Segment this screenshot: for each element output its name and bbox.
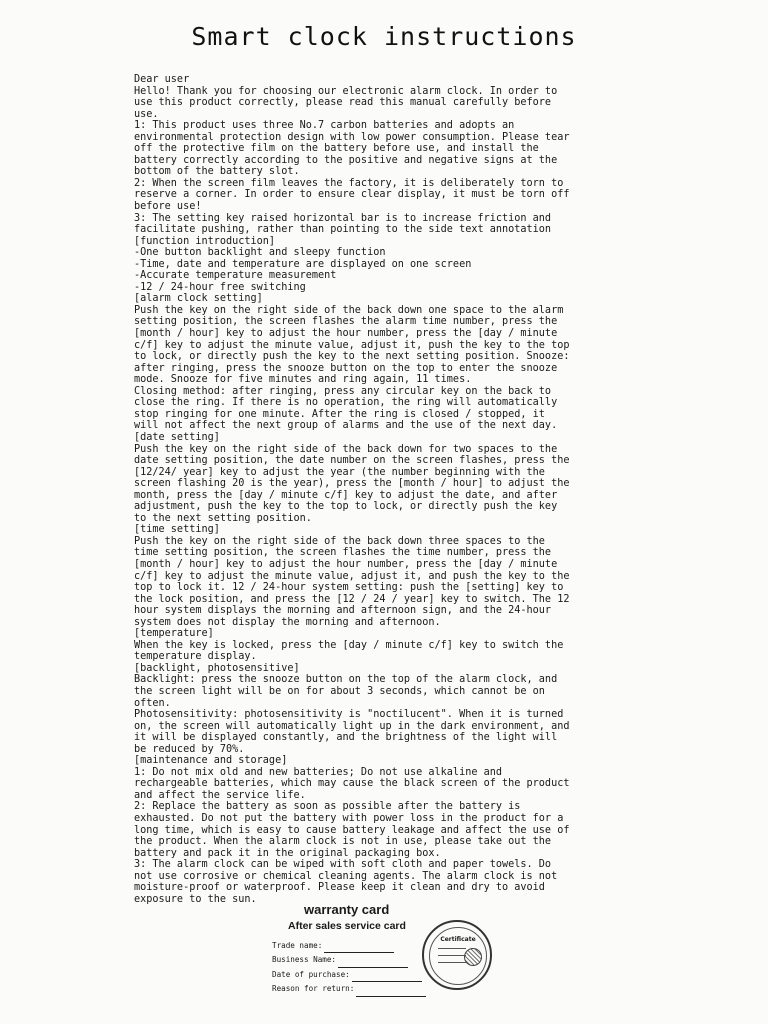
text-line: and affect the service life.: [134, 789, 306, 801]
text-line: c/f] key to adjust the minute value, adjust it, push the key to the top: [134, 339, 570, 351]
text-line: system does not display the morning and afternoon.: [134, 616, 441, 628]
text-line: bottom of the battery slot.: [134, 166, 300, 178]
text-line: -One button backlight and sleepy function: [134, 247, 386, 259]
reason-for-return-field: [272, 982, 426, 996]
text-line: Closing method: after ringing, press any circular key on the back to: [134, 385, 552, 397]
text-line: on, the screen will automatically light up in the dark environment, and: [134, 720, 570, 732]
section-heading: [time setting]: [134, 524, 220, 536]
field-underline: [356, 987, 426, 997]
field-label: Date of purchase:: [272, 969, 350, 979]
text-line: Push the key on the right side of the back down for two spaces to the: [134, 443, 558, 455]
seal-inner-ring: [429, 927, 487, 985]
text-line: top to lock it. 12 / 24-hour system setting: push the [setting] key to: [134, 582, 564, 594]
text-line: Backlight: press the snooze button on the top of the alarm clock, and: [134, 674, 558, 686]
field-underline: [324, 943, 394, 953]
text-line: month, press the [day / minute c/f] key to adjust the date, and after: [134, 489, 558, 501]
page-title: Smart clock instructions: [191, 22, 577, 51]
text-line: mode. Snooze for five minutes and ring again, 11 times.: [134, 374, 472, 386]
text-line: moisture-proof or waterproof. Please keep it clean and dry to avoid: [134, 882, 545, 894]
warranty-subtitle: After sales service card: [288, 920, 406, 932]
text-line: adjustment, push the key to the top to lock, or directly push the key: [134, 501, 558, 513]
text-line: to lock, or directly push the key to the next setting position. Snooze:: [134, 351, 570, 363]
text-line: rechargeable batteries, which may cause the black screen of the product: [134, 778, 570, 790]
text-line: facilitate pushing, rather than pointing to the side text annotation: [134, 224, 552, 236]
text-line: use this product correctly, please read this manual carefully before: [134, 97, 552, 109]
text-line: long time, which is easy to cause battery leakage and affect the use of: [134, 824, 570, 836]
text-line: time setting position, the screen flashes the time number, press the: [134, 547, 552, 559]
text-line: Push the key on the right side of the back down one space to the alarm: [134, 304, 564, 316]
field-underline: [338, 958, 408, 968]
text-line: the lock position, and press the [12 / 24 / year] key to switch. The 12: [134, 593, 570, 605]
text-line: exhausted. Do not put the battery with power loss in the product for a: [134, 813, 564, 824]
text-line: be reduced by 70%.: [134, 743, 245, 755]
seal-emblem-icon: [464, 948, 482, 966]
text-line: [12/24/ year] key to adjust the year (the number beginning with the: [134, 466, 545, 478]
text-line: use.: [134, 108, 159, 120]
text-line: close the ring. If there is no operation, the ring will automatically: [134, 397, 558, 409]
text-line: [month / hour] key to adjust the hour number, press the [day / minute: [134, 558, 558, 570]
text-line: hour system displays the morning and afternoon sign, and the 24-hour: [134, 605, 552, 617]
text-line: setting position, the screen flashes the alarm time number, press the: [134, 316, 558, 328]
text-line: it will be displayed constantly, and the brightness of the light will: [134, 732, 558, 744]
section-heading: [date setting]: [134, 431, 220, 443]
text-line: temperature display.: [134, 651, 257, 663]
text-line: reserve a corner. In order to ensure clear display, it must be torn off: [134, 189, 570, 201]
text-line: c/f] key to adjust the minute value, adjust it, and push the key to the: [134, 570, 570, 582]
text-line: -12 / 24-hour free switching: [134, 281, 306, 293]
section-heading: [function introduction]: [134, 235, 276, 247]
field-label: Trade name:: [272, 941, 323, 950]
text-line: date setting position, the date number on the screen flashes, press the: [134, 455, 570, 467]
text-line: 1: Do not mix old and new batteries; Do not use alkaline and: [134, 766, 503, 778]
text-line: When the key is locked, press the [day / minute c/f] key to switch the: [134, 639, 564, 651]
text-line: battery and pack it in the original packaging box.: [134, 847, 441, 859]
section-heading: [temperature]: [134, 628, 214, 640]
text-line: off the protective film on the battery before use, and install the: [134, 143, 539, 155]
text-line: stop ringing for one minute. After the ring is closed / stopped, it: [134, 408, 545, 420]
text-line: 2: Replace the battery as soon as possible after the battery is: [134, 801, 521, 813]
section-heading: [alarm clock setting]: [134, 293, 263, 305]
text-line: not use corrosive or chemical cleaning agents. The alarm clock is not: [134, 870, 558, 882]
text-line: Push the key on the right side of the back down three spaces to the: [134, 535, 545, 547]
field-underline: [352, 972, 422, 982]
date-of-purchase-field: [272, 968, 426, 982]
text-line: -Accurate temperature measurement: [134, 270, 337, 282]
text-line: the screen light will be on for about 3 seconds, which cannot be on: [134, 685, 545, 697]
text-line: -Time, date and temperature are displayed on one screen: [134, 258, 472, 270]
text-line: 3: The setting key raised horizontal bar is to increase friction and: [134, 212, 552, 224]
text-line: exposure to the sun.: [134, 893, 257, 905]
section-heading: [backlight, photosensitive]: [134, 662, 300, 674]
text-line: Hello! Thank you for choosing our electronic alarm clock. In order to: [134, 85, 558, 97]
text-line: 1: This product uses three No.7 carbon batteries and adopts an: [134, 120, 515, 132]
text-line: before use!: [134, 201, 202, 213]
text-line: screen flashing 20 is the year), press the [month / hour] to adjust the: [134, 478, 570, 490]
seal-lines: [438, 948, 466, 969]
business-name-field: [272, 953, 426, 967]
instructions-body: [134, 74, 612, 905]
text-line: Photosensitivity: photosensitivity is "noctilucent". When it is turned: [134, 709, 564, 721]
text-line: the product. When the alarm clock is not in use, please take out the: [134, 836, 552, 848]
warranty-fields: [272, 939, 426, 997]
text-line: [month / hour] key to adjust the hour number, press the [day / minute: [134, 328, 558, 340]
text-line: environmental protection design with low power consumption. Please tear: [134, 131, 570, 143]
text-line: often.: [134, 697, 171, 709]
field-label: Business Name:: [272, 955, 337, 965]
text-line: after ringing, press the snooze button on the top to enter the snooze: [134, 362, 558, 374]
text-line: 2: When the screen film leaves the factory, it is deliberately torn to: [134, 177, 564, 189]
text-line: to the next setting position.: [134, 512, 312, 524]
trade-name-field: [272, 939, 426, 953]
field-label: Reason for return:: [272, 984, 355, 994]
text-line: will not affect the next group of alarms and the use of the next day.: [134, 420, 558, 432]
text-line: Dear user: [134, 74, 190, 85]
warranty-title: warranty card: [304, 902, 390, 917]
seal-label: Certificate: [440, 936, 476, 943]
section-heading: [maintenance and storage]: [134, 755, 288, 767]
text-line: 3: The alarm clock can be wiped with soft cloth and paper towels. Do: [134, 859, 552, 871]
warranty-card: [272, 900, 608, 996]
certificate-seal-icon: [422, 920, 492, 990]
text-line: battery correctly according to the positive and negative signs at the: [134, 154, 558, 166]
